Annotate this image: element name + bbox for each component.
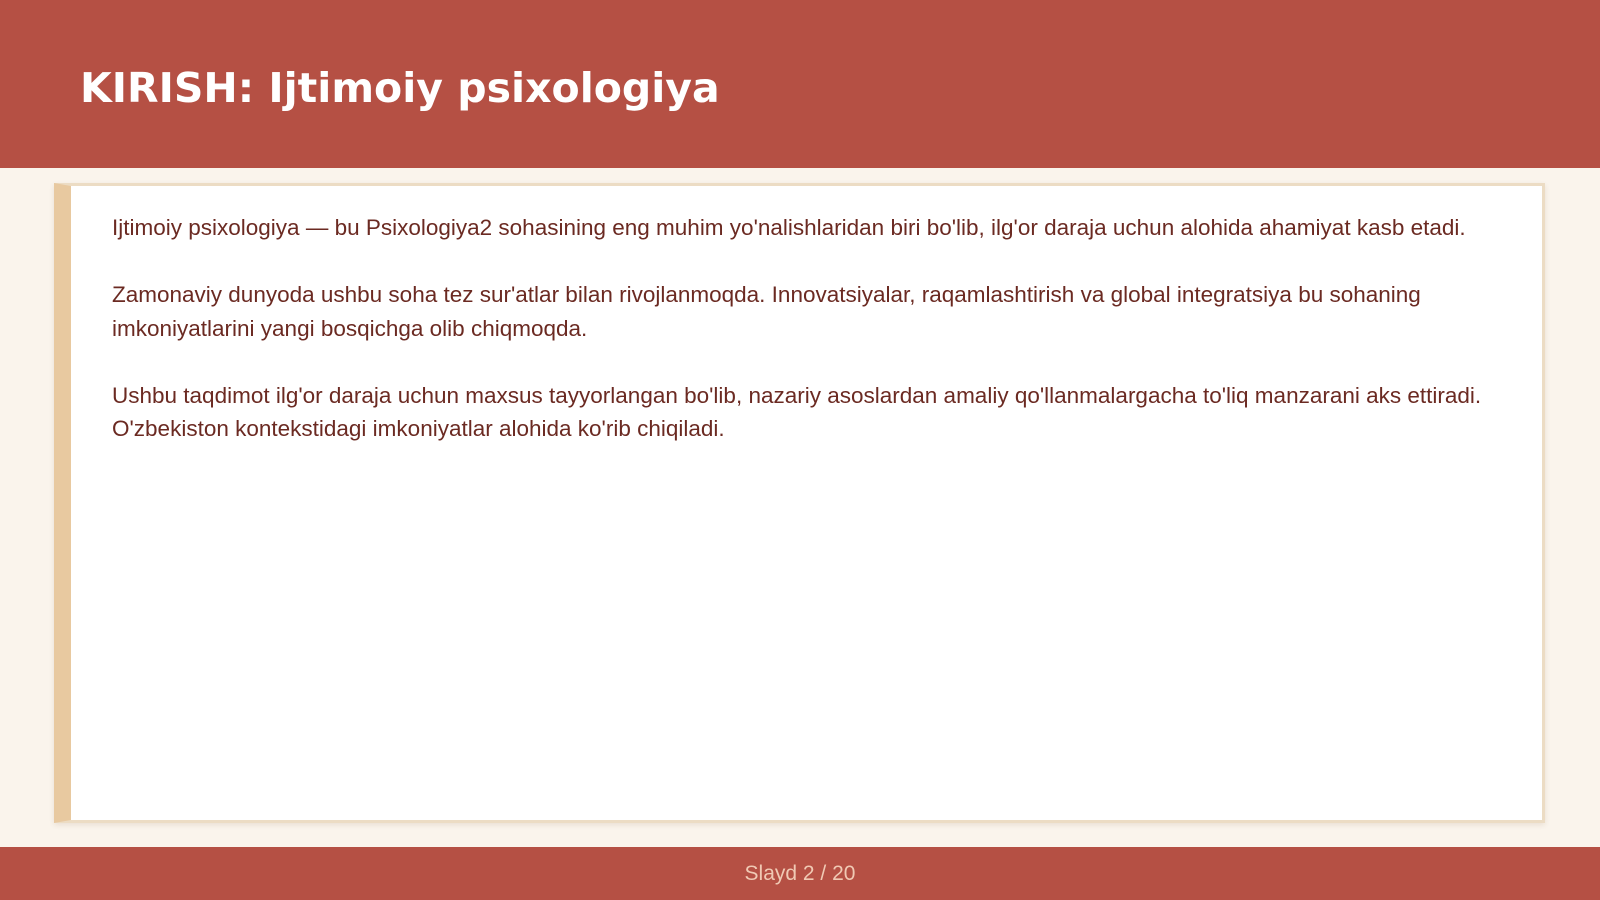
slide-footer xyxy=(0,847,1600,900)
slide-title: KIRISH: Ijtimoiy psixologiya xyxy=(80,64,720,112)
slide-header xyxy=(0,0,1600,168)
body-paragraph-3: Ushbu taqdimot ilg'or daraja uchun maxsus tayyorlangan bo'lib, nazariy asoslardan amaliy qo'llanmalargacha to'liq manzarani aks ettiradi. O'zbekiston kontekstidagi imkoniyatlar alohida ko'rib chiqiladi. xyxy=(112,382,1482,441)
slide-body xyxy=(112,211,1512,479)
body-paragraph-2: Zamonaviy dunyoda ushbu soha tez sur'atlar bilan rivojlanmoqda. Innovatsiyalar, raqamlashtirish va global integratsiya bu sohaning imkoniyatlarini yangi bosqichga olib chiqmoqda. xyxy=(112,282,1421,341)
slide-number: Slayd 2 / 20 xyxy=(744,862,856,885)
body-paragraph-1: Ijtimoiy psixologiya — bu Psixologiya2 sohasining eng muhim yo'nalishlaridan biri bo'lib, ilg'or daraja uchun alohida ahamiyat kasb etadi. xyxy=(112,215,1466,240)
